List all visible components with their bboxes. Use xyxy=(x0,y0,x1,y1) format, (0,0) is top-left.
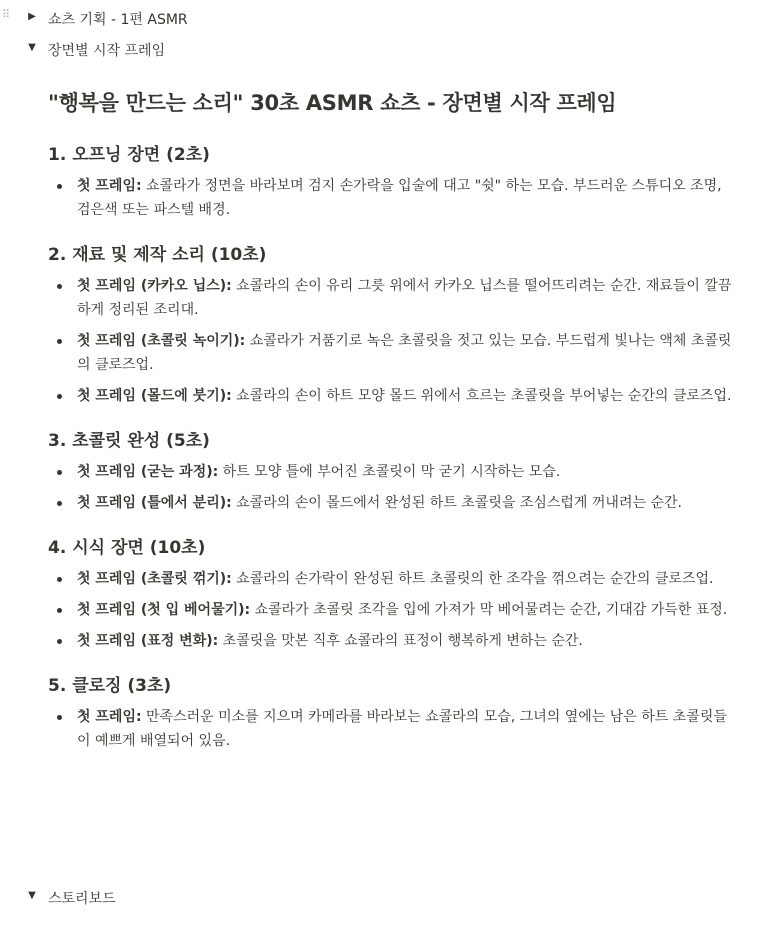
section-title: 5. 클로징 (3초) xyxy=(48,676,172,696)
list-item xyxy=(48,460,738,484)
item-text: 만족스러운 미소를 지으며 카메라를 바라보는 쇼콜라의 모습, 그녀의 옆에는 남은 하트 초콜릿들이 예쁘게 배열되어 있음. xyxy=(77,709,727,749)
bullet-list xyxy=(48,174,738,222)
toggle-title-shorts-plan: 쇼츠 기획 - 1편 ASMR xyxy=(48,12,188,28)
item-text: 쇼콜라의 손이 몰드에서 완성된 하트 초콜릿을 조심스럽게 꺼내려는 순간. xyxy=(231,495,682,511)
item-label: 첫 프레임 (카카오 닙스): xyxy=(77,278,232,294)
bullet-icon xyxy=(57,501,62,506)
bullet-icon xyxy=(57,577,62,582)
item-text: 쇼콜라의 손가락이 완성된 하트 초콜릿의 한 조각을 꺾으려는 순간의 클로즈업. xyxy=(231,571,714,587)
item-text: 쇼콜라의 손이 유리 그릇 위에서 카카오 닙스를 떨어뜨리려는 순간. 재료들이 깔끔하게 정리된 조리대. xyxy=(77,278,732,318)
item-text: 초콜릿을 맛본 직후 쇼콜라의 표정이 행복하게 변하는 순간. xyxy=(218,633,583,649)
drag-handle-icon[interactable]: ⠿ xyxy=(2,8,10,21)
section-tasting xyxy=(48,535,738,653)
item-text: 쇼콜라가 초콜릿 조각을 입에 가져가 막 베어물려는 순간, 기대감 가득한 표정. xyxy=(250,602,728,618)
item-text: 쇼콜라가 거품기로 녹은 초콜릿을 젓고 있는 모습. 부드럽게 빛나는 액체 초콜릿의 클로즈업. xyxy=(77,333,732,373)
section-title: 3. 초콜릿 완성 (5초) xyxy=(48,431,210,451)
bullet-icon xyxy=(57,284,62,289)
item-label: 첫 프레임 (틀에서 분리): xyxy=(77,495,232,511)
item-label: 첫 프레임 (초콜릿 꺾기): xyxy=(77,571,232,587)
section-opening xyxy=(48,142,738,222)
list-item xyxy=(48,174,738,222)
section-title: 2. 재료 및 제작 소리 (10초) xyxy=(48,245,267,265)
section-closing xyxy=(48,673,738,753)
toggle-expanded-icon[interactable]: ▼ xyxy=(28,890,36,901)
bullet-icon xyxy=(57,394,62,399)
bullet-list xyxy=(48,274,738,408)
bullet-icon xyxy=(57,639,62,644)
section-chocolate-complete xyxy=(48,428,738,515)
toggle-title-scene-frames: 장면별 시작 프레임 xyxy=(48,43,166,59)
list-item xyxy=(48,598,738,622)
list-item xyxy=(48,329,738,377)
item-label: 첫 프레임 (표정 변화): xyxy=(77,633,219,649)
item-label: 첫 프레임 (몰드에 붓기): xyxy=(77,388,232,404)
toggle-collapsed-icon[interactable]: ▶ xyxy=(28,11,36,22)
item-text: 하트 모양 틀에 부어진 초콜릿이 막 굳기 시작하는 모습. xyxy=(218,464,561,480)
bullet-icon xyxy=(57,470,62,475)
list-item xyxy=(48,567,738,591)
item-text: 쇼콜라가 정면을 바라보며 검지 손가락을 입술에 대고 "쉿" 하는 모습. 부드러운 스튜디오 조명, 검은색 또는 파스텔 배경. xyxy=(77,178,722,218)
bullet-icon xyxy=(57,608,62,613)
section-ingredients xyxy=(48,242,738,408)
toggle-expanded-icon[interactable]: ▼ xyxy=(28,42,36,53)
item-label: 첫 프레임: xyxy=(77,709,142,725)
list-item xyxy=(48,384,738,408)
bullet-list xyxy=(48,460,738,515)
bullet-icon xyxy=(57,715,62,720)
section-title: 1. 오프닝 장면 (2초) xyxy=(48,145,210,165)
section-title: 4. 시식 장면 (10초) xyxy=(48,538,206,558)
item-label: 첫 프레임 (초콜릿 녹이기): xyxy=(77,333,246,349)
bullet-list xyxy=(48,567,738,653)
list-item xyxy=(48,491,738,515)
page-heading: "행복을 만드는 소리" 30초 ASMR 쇼츠 - 장면별 시작 프레임 xyxy=(48,91,617,115)
item-label: 첫 프레임 (첫 입 베어물기): xyxy=(77,602,251,618)
list-item xyxy=(48,629,738,653)
bullet-icon xyxy=(57,184,62,189)
toggle-content xyxy=(48,88,738,760)
item-label: 첫 프레임 (굳는 과정): xyxy=(77,464,219,480)
item-label: 첫 프레임: xyxy=(77,178,142,194)
toggle-title-storyboard: 스토리보드 xyxy=(48,891,116,907)
bullet-icon xyxy=(57,339,62,344)
list-item xyxy=(48,705,738,753)
list-item xyxy=(48,274,738,322)
item-text: 쇼콜라의 손이 하트 모양 몰드 위에서 흐르는 초콜릿을 부어넣는 순간의 클로즈업. xyxy=(231,388,732,404)
bullet-list xyxy=(48,705,738,753)
